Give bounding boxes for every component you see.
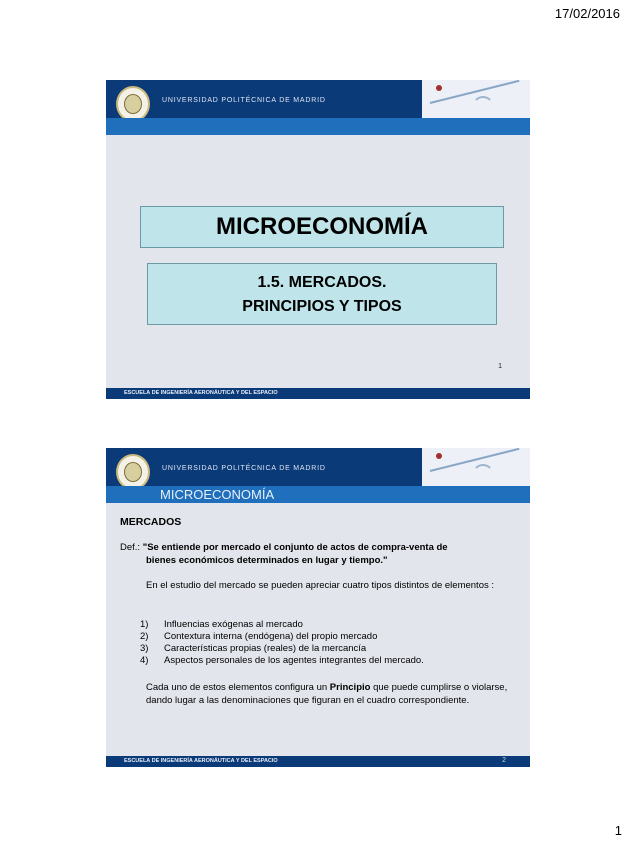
definition-text-1: "Se entiende por mercado el conjunto de actos de compra-venta de bbox=[142, 542, 448, 553]
list-item: 2) Contextura interna (endógena) del propio mercado bbox=[140, 631, 378, 642]
closing-paragraph: Cada uno de estos elementos configura un Principio que puede cumplirse o violarse, dando lugar a las denominaciones que figuran en el cuadro correspondiente. bbox=[146, 682, 508, 706]
subtitle-line-2: PRINCIPIOS Y TIPOS bbox=[242, 298, 402, 315]
list-item: 3) Características propias (reales) de la mercancía bbox=[140, 643, 367, 654]
university-name: UNIVERSIDAD POLITÉCNICA DE MADRID bbox=[162, 97, 326, 104]
slide-title: MICROECONOMÍA bbox=[140, 206, 504, 248]
definition-line-1 bbox=[120, 541, 512, 554]
university-seal-icon bbox=[116, 454, 150, 490]
airplane-icon bbox=[422, 80, 530, 118]
slide-header bbox=[106, 80, 530, 118]
university-seal-icon bbox=[116, 86, 150, 122]
slide-subtitle bbox=[147, 263, 497, 325]
slide-1 bbox=[106, 80, 530, 399]
university-name: UNIVERSIDAD POLITÉCNICA DE MADRID bbox=[162, 465, 326, 472]
footer-text: ESCUELA DE INGENIERÍA AERONÁUTICA Y DEL ESPACIO bbox=[124, 390, 278, 396]
slide-footer bbox=[106, 388, 530, 399]
definition-line-2: bienes económicos determinados en lugar y tiempo." bbox=[146, 555, 388, 566]
slide-number: 1 bbox=[498, 363, 502, 370]
airplane-icon bbox=[422, 448, 530, 486]
slide-footer bbox=[106, 756, 530, 767]
content-heading: MERCADOS bbox=[120, 516, 182, 528]
header-stripe bbox=[106, 118, 530, 135]
print-date: 17/02/2016 bbox=[554, 6, 620, 21]
intro-paragraph: En el estudio del mercado se pueden apreciar cuatro tipos distintos de elementos : bbox=[146, 580, 495, 591]
slide-2 bbox=[106, 448, 530, 767]
slide-number: 2 bbox=[502, 757, 506, 764]
page-number: 1 bbox=[614, 823, 622, 838]
principle-term: Principio bbox=[329, 682, 371, 693]
definition-prefix: Def.: bbox=[120, 542, 141, 553]
footer-text: ESCUELA DE INGENIERÍA AERONÁUTICA Y DEL ESPACIO bbox=[124, 758, 278, 764]
list-item: 4) Aspectos personales de los agentes integrantes del mercado. bbox=[140, 655, 424, 666]
subtitle-line-1: 1.5. MERCADOS. bbox=[257, 274, 387, 291]
slide-header bbox=[106, 448, 530, 486]
section-title: MICROECONOMÍA bbox=[160, 487, 275, 502]
elements-list bbox=[140, 618, 510, 666]
list-item: 1) Influencias exógenas al mercado bbox=[140, 619, 303, 630]
